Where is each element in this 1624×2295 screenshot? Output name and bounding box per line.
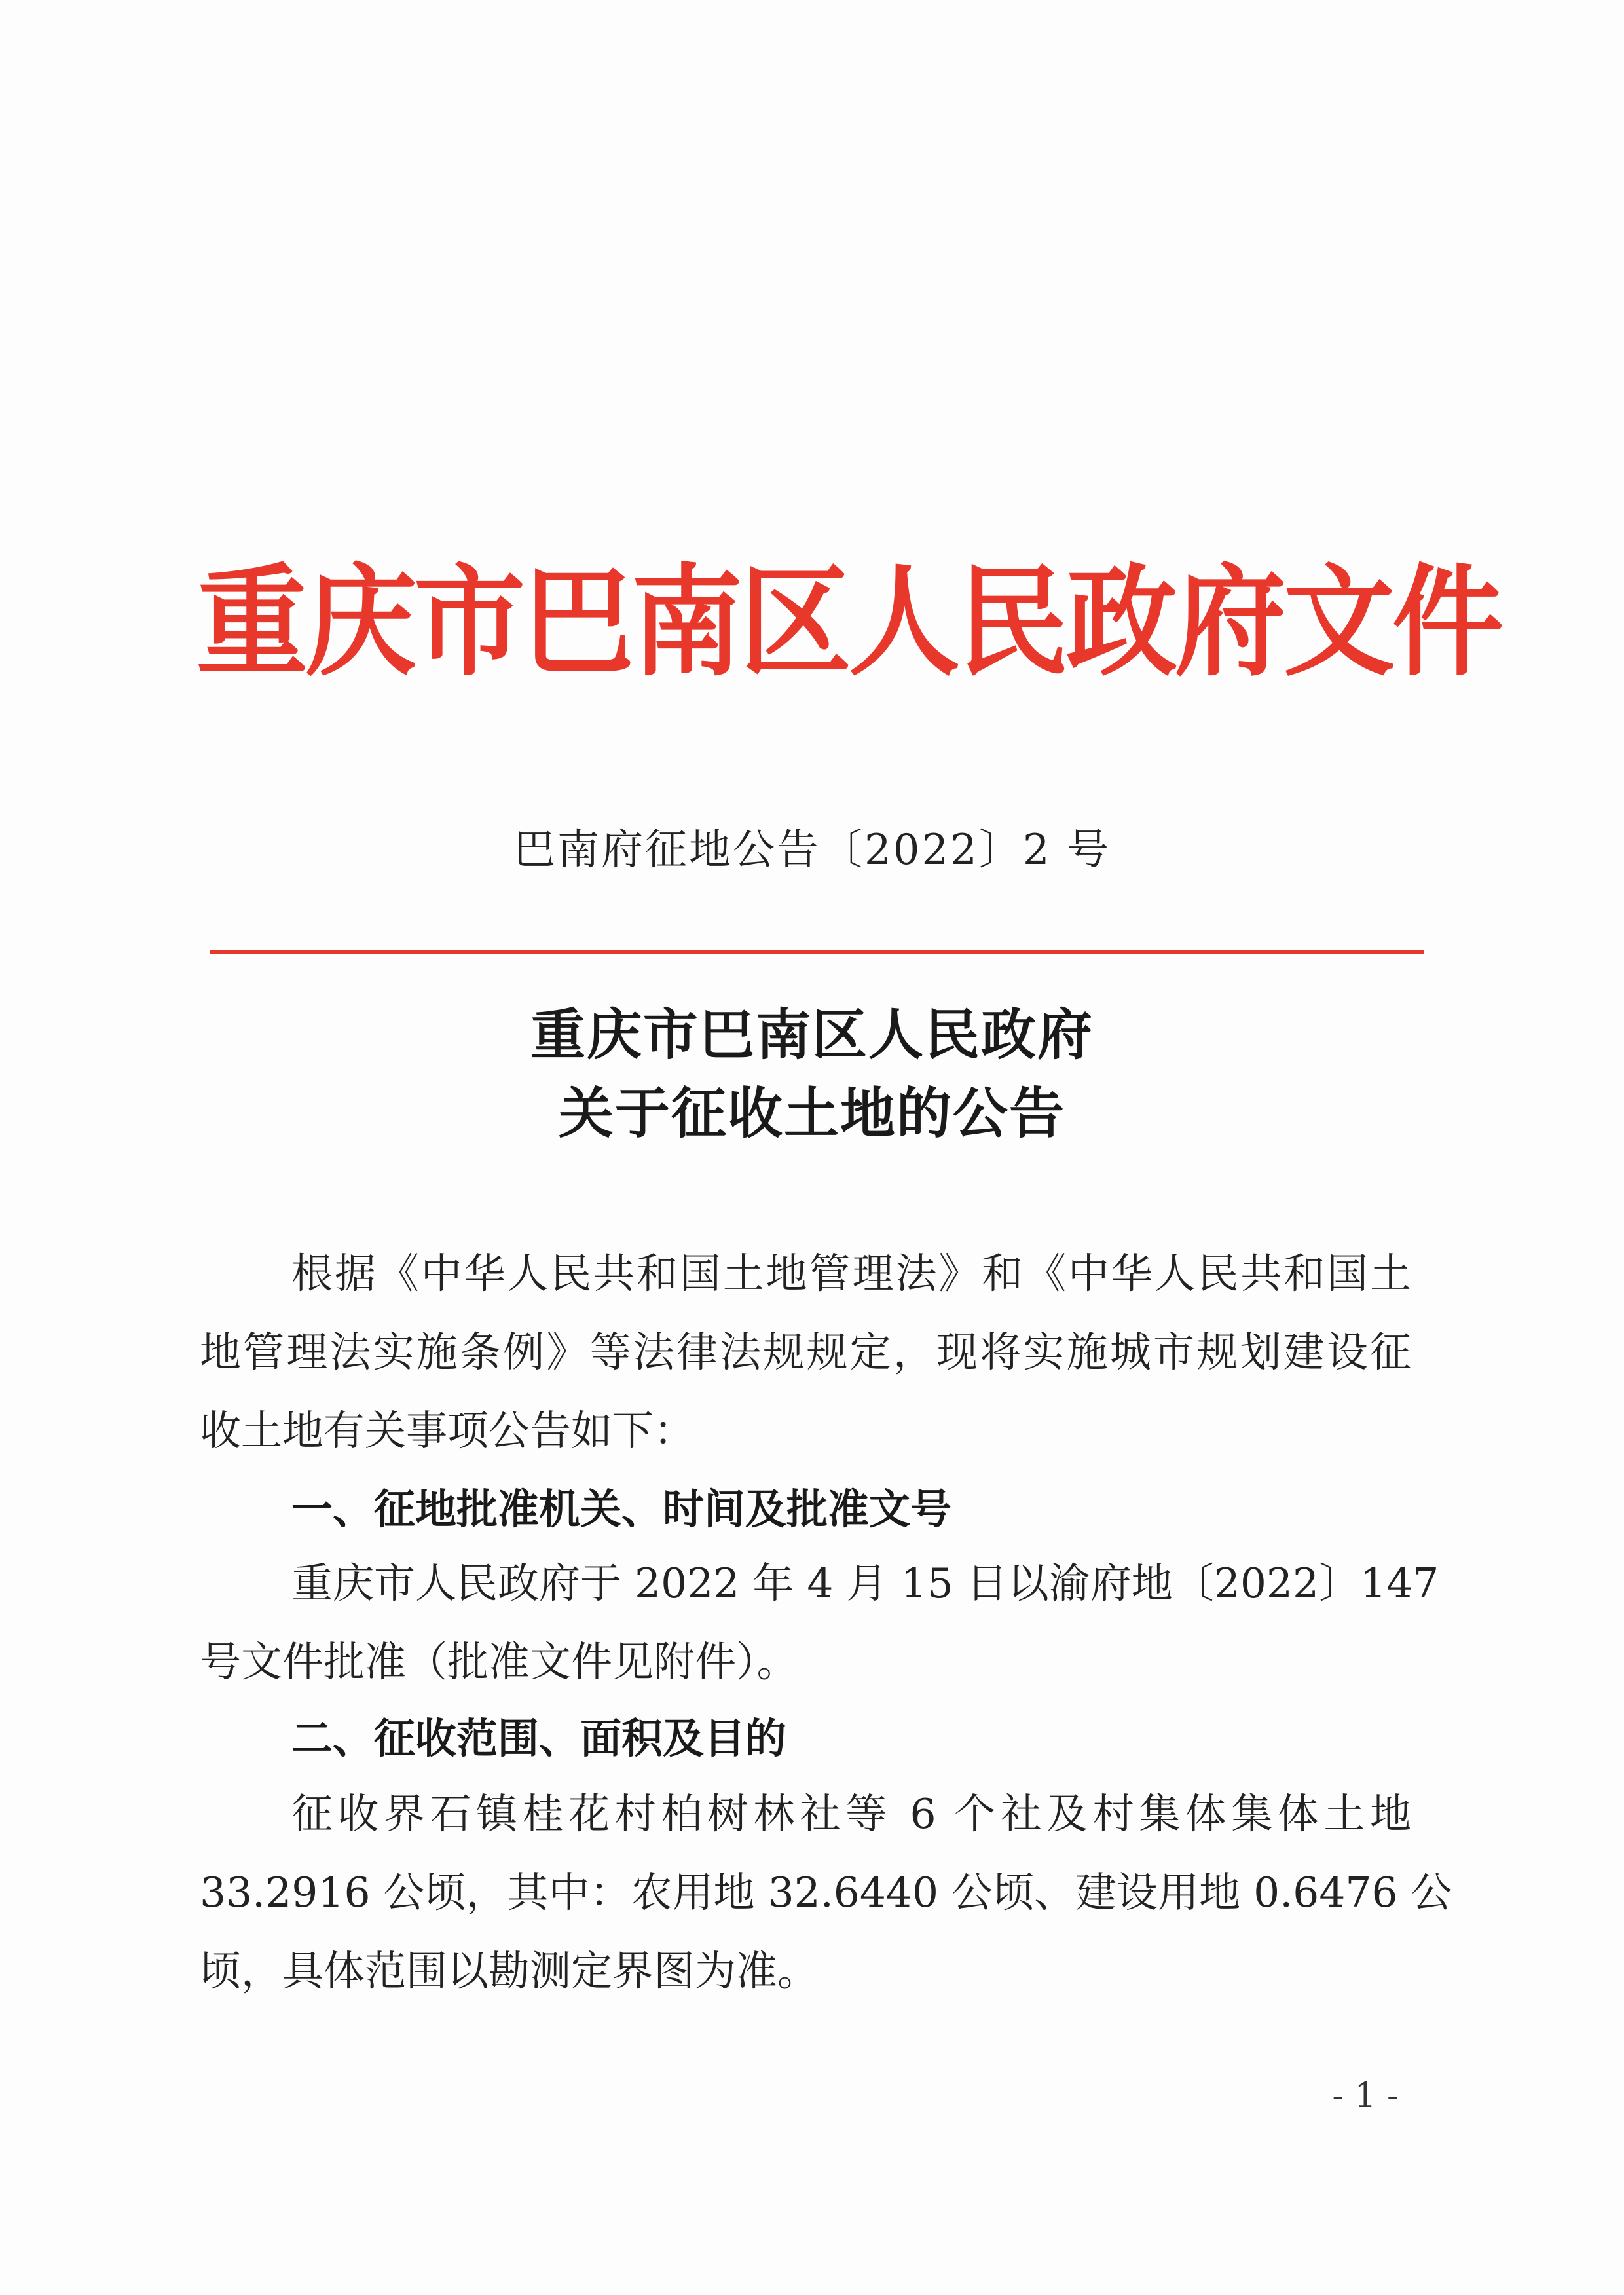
section-2-heading: 二、征收范围、面积及目的 (291, 1715, 786, 1763)
page-number: - 1 - (1332, 2076, 1399, 2116)
section-2-paragraph-line-3: 顷，具体范围以勘测定界图为准。 (200, 1947, 819, 1995)
notice-title-line-1: 重庆市巴南区人民政府 (530, 1002, 1094, 1067)
section-2-paragraph-line-2: 33.2916 公顷，其中：农用地 32.6440 公顷、建设用地 0.6476 公 (200, 1869, 1452, 1916)
intro-paragraph-line-1: 根据《中华人民共和国土地管理法》和《中华人民共和国土 (291, 1250, 1411, 1297)
section-2-paragraph-line-1: 征收界石镇桂花村柏树林社等 6 个社及村集体集体土地 (291, 1790, 1411, 1838)
section-1-paragraph-line-2: 号文件批准（批准文件见附件）。 (200, 1638, 798, 1686)
document-number: 巴南府征地公告〔2022〕2 号 (513, 826, 1111, 874)
red-divider-line (210, 950, 1424, 954)
masthead-title: 重庆市巴南区人民政府文件 (196, 551, 1502, 693)
intro-paragraph-line-3: 收土地有关事项公告如下： (200, 1407, 695, 1455)
section-1-heading: 一、征地批准机关、时间及批准文号 (291, 1485, 951, 1533)
section-1-paragraph-line-1: 重庆市人民政府于 2022 年 4 月 15 日以渝府地〔2022〕147 (291, 1559, 1439, 1607)
intro-paragraph-line-2: 地管理法实施条例》等法律法规规定，现将实施城市规划建设征 (200, 1328, 1411, 1376)
notice-title-line-2: 关于征收土地的公告 (558, 1081, 1065, 1146)
